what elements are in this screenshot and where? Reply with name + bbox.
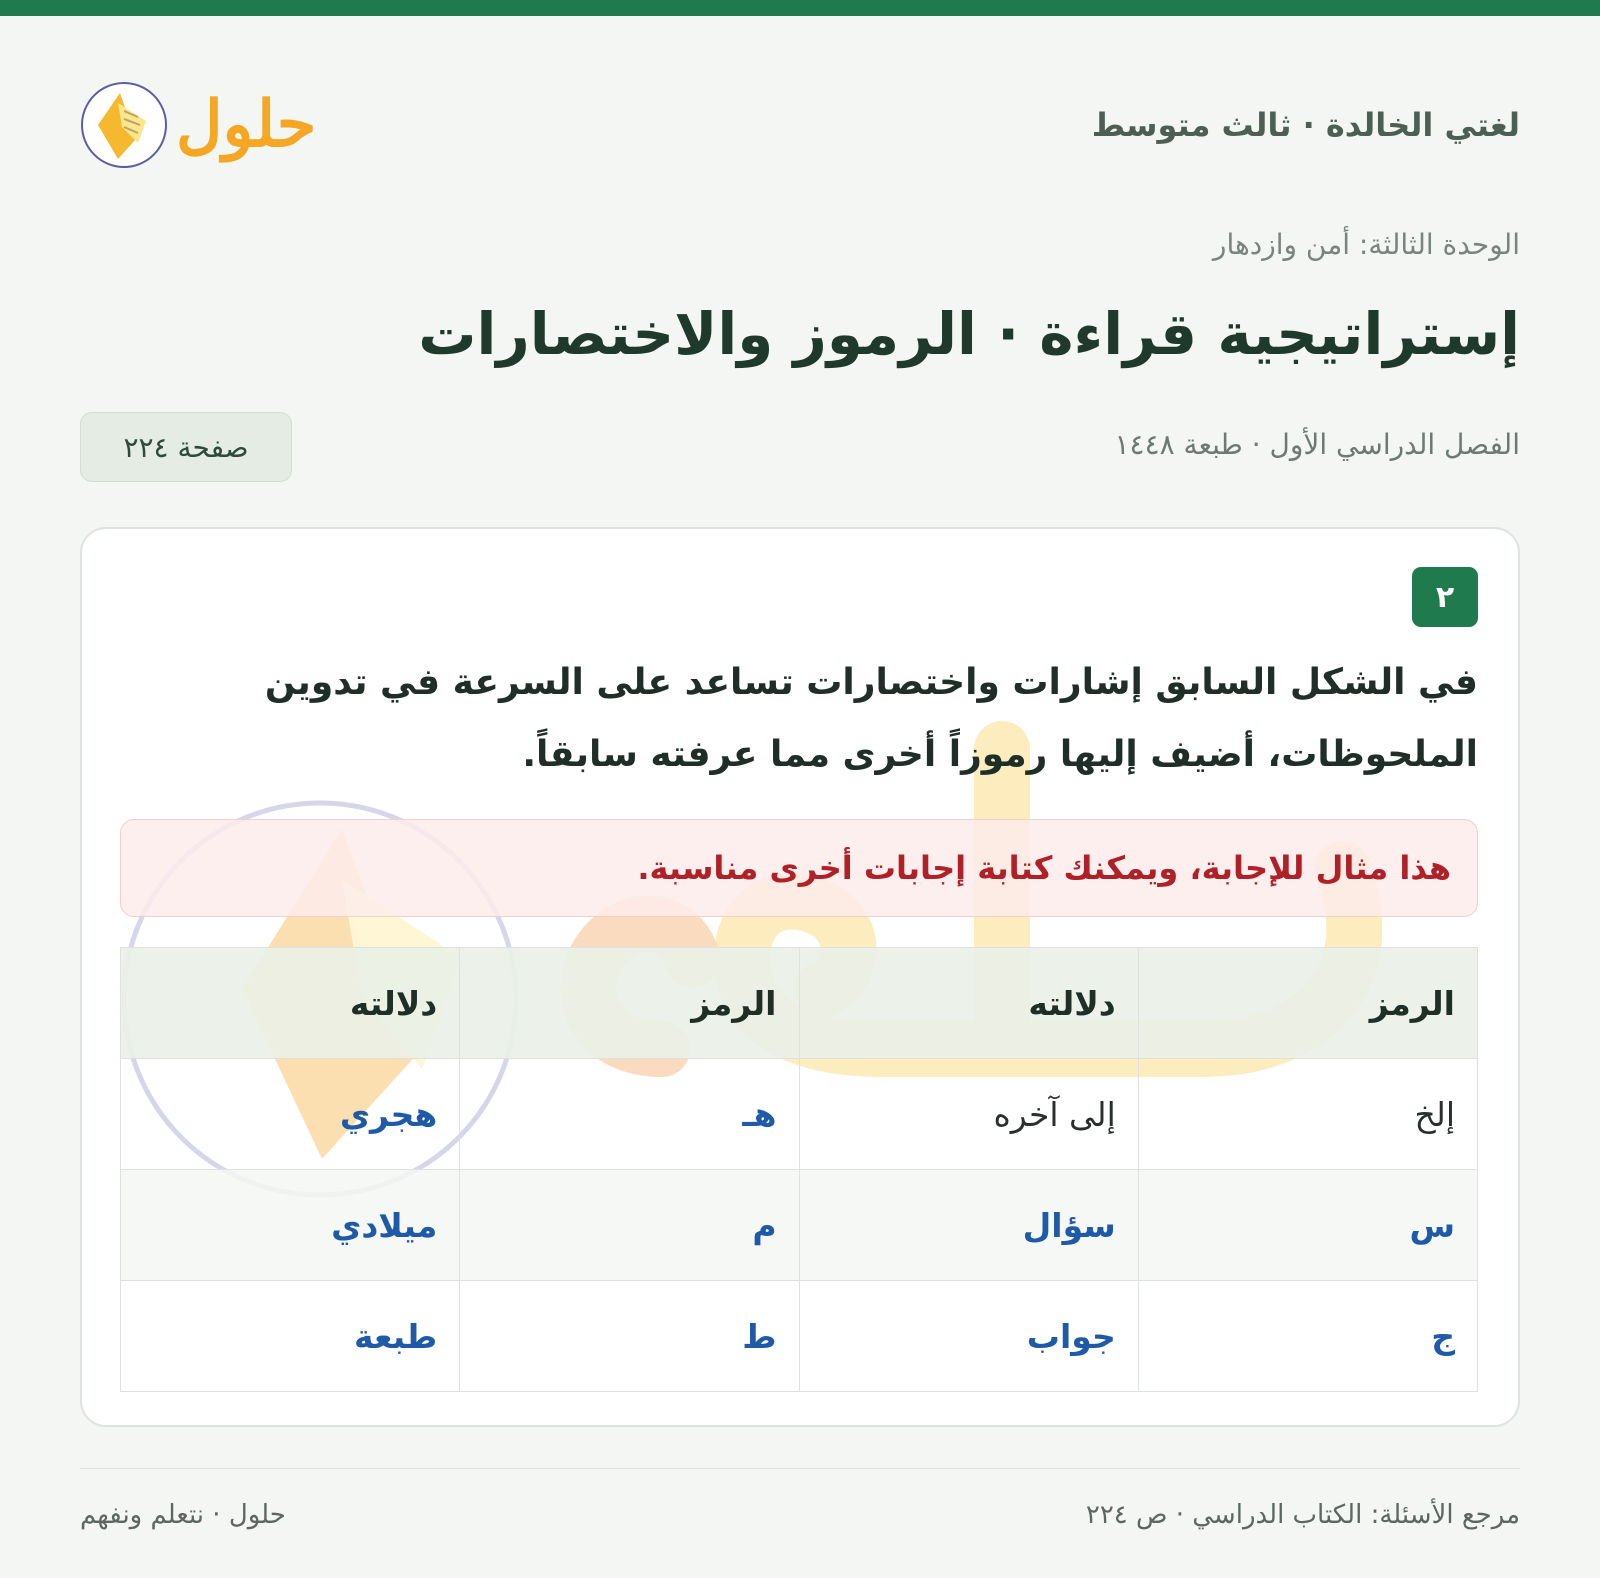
table-header-cell: دلالته [121, 948, 460, 1059]
logo-text: حلول [176, 87, 317, 162]
symbols-table [120, 947, 1478, 1392]
top-accent-bar [0, 0, 1600, 16]
answer-note: هذا مثال للإجابة، ويمكنك كتابة إجابات أخرى مناسبة. [120, 819, 1478, 917]
header [80, 70, 1520, 180]
table-row [121, 1170, 1478, 1281]
table-cell: س [1138, 1170, 1477, 1281]
table-cell: هجري [121, 1059, 460, 1170]
subject-title: لغتي الخالدة · ثالث متوسط [1091, 106, 1520, 144]
table-header-cell: دلالته [799, 948, 1138, 1059]
site-logo[interactable] [80, 81, 316, 169]
table-header-row [121, 948, 1478, 1059]
question-text: في الشكل السابق إشارات واختصارات تساعد على السرعة في تدوين الملحوظات، أضيف إليها رموزاً أخرى مما عرفته سابقاً. [264, 662, 1478, 775]
table-cell: هـ [460, 1059, 799, 1170]
page-number-badge: صفحة ٢٢٤ [80, 412, 292, 482]
table-cell: إلى آخره [799, 1059, 1138, 1170]
page-title: إستراتيجية قراءة · الرموز والاختصارات [418, 300, 1520, 368]
table-cell: م [460, 1170, 799, 1281]
footer-divider [80, 1468, 1520, 1469]
table-row [121, 1059, 1478, 1170]
question-card [80, 527, 1520, 1427]
footer-reference: مرجع الأسئلة: الكتاب الدراسي · ص ٢٢٤ [1085, 1500, 1520, 1530]
table-cell: إلخ [1138, 1059, 1477, 1170]
book-icon [80, 81, 168, 169]
table-cell: جواب [799, 1281, 1138, 1392]
table-header-cell: الرمز [1138, 948, 1477, 1059]
table-row [121, 1281, 1478, 1392]
table-cell: ميلادي [121, 1170, 460, 1281]
table-cell: سؤال [799, 1170, 1138, 1281]
table-cell: ط [460, 1281, 799, 1392]
table-cell: ج [1138, 1281, 1477, 1392]
semester-info: الفصل الدراسي الأول · طبعة ١٤٤٨ [1114, 428, 1520, 461]
footer-brand: حلول · نتعلم ونفهم [80, 1500, 286, 1530]
table-header-cell: الرمز [460, 948, 799, 1059]
question-number-badge: ٢ [1412, 567, 1478, 627]
unit-label: الوحدة الثالثة: أمن وازدهار [1212, 228, 1520, 261]
table-cell: طبعة [121, 1281, 460, 1392]
